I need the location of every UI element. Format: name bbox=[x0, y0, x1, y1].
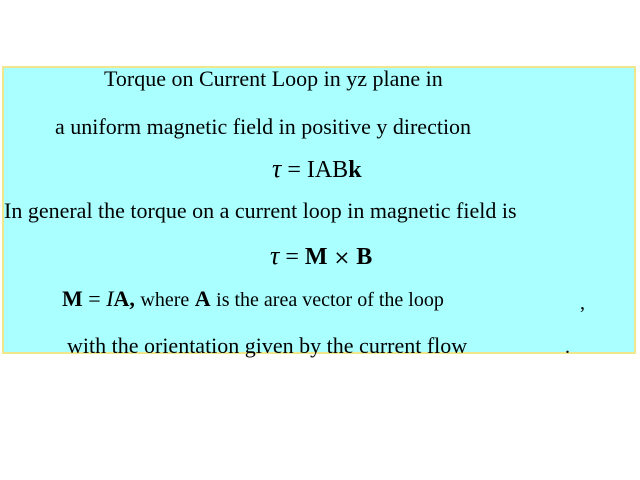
torque-equation-1 bbox=[272, 156, 362, 183]
vector-M: M bbox=[304, 244, 328, 270]
title-line-1: Torque on Current Loop in yz plane in bbox=[104, 66, 443, 91]
trailing-period: . bbox=[565, 336, 570, 358]
def-current-I: I bbox=[106, 286, 114, 311]
vector-B: B bbox=[356, 244, 373, 270]
tau-symbol: τ bbox=[270, 241, 280, 270]
def-area-vector-A: A bbox=[194, 286, 211, 311]
trailing-comma: , bbox=[580, 292, 585, 314]
general-statement: In general the torque on a current loop in magnetic field is bbox=[4, 198, 517, 223]
eq2-equals: = bbox=[285, 244, 299, 270]
def-vector-A: A bbox=[113, 286, 130, 311]
def-where: where bbox=[140, 289, 190, 311]
torque-equation-2 bbox=[270, 243, 372, 270]
def-description: is the area vector of the loop bbox=[216, 289, 444, 311]
cross-product-symbol: × bbox=[333, 245, 351, 269]
def-comma: , bbox=[129, 286, 135, 311]
title-line-2: a uniform magnetic field in positive y direction bbox=[55, 114, 472, 139]
def-equals: = bbox=[88, 286, 101, 311]
eq1-rhs: = IAB bbox=[287, 157, 349, 183]
unit-vector-k: k bbox=[348, 157, 362, 183]
magnetic-moment-definition bbox=[62, 286, 444, 313]
tau-symbol: τ bbox=[272, 154, 282, 183]
def-vector-M: M bbox=[62, 286, 83, 311]
orientation-line: with the orientation given by the current flow bbox=[67, 333, 468, 358]
